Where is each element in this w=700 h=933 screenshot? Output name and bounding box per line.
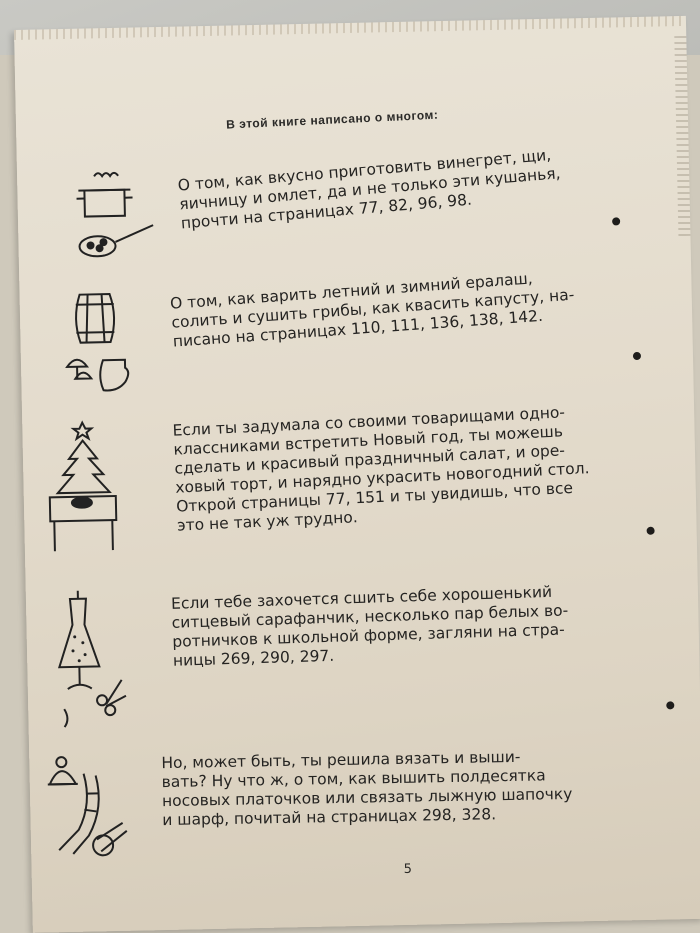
knitting-icon [39, 753, 131, 865]
section-sewing-text: Если тебе захочется сшить себе хорошенький ситцевый сарафанчик, несколько пар белых во- ротничков к школьной форме, загляни на стра- ницы 269, 290, 297. [170, 582, 569, 670]
barrel-mushroom-icon [61, 285, 143, 397]
section-cooking-text: О том, как вкусно приготовить винегрет, щи, яичницу и омлет, да и не только эти кушанья, прочти на страницах 77, 82, 96, 98. [177, 145, 562, 233]
section-bullet [612, 217, 620, 225]
dress-mannequin-icon [48, 588, 131, 730]
section-bullet [633, 352, 641, 360]
page-number: 5 [403, 861, 413, 878]
section-knitting-text: Но, может быть, ты решила вязать и выши- вать? Ну что ж, о том, как вышить полдесятка носовых платочков или связать лыжную шапочку и шарф, почитай на страницах 298, 328. [161, 747, 573, 830]
cookware-icon [72, 167, 164, 269]
page-heading: В этой книге написано о многом: [225, 107, 439, 132]
section-preserving-text: О том, как варить летний и зимний ералаш, солить и сушить грибы, как квасить капусту, на- писано на страницах 110, 111, 136, 138, 142. [169, 269, 575, 351]
section-bullet [666, 701, 674, 709]
section-bullet [647, 527, 655, 535]
christmas-tree-icon [42, 418, 125, 560]
book-page [14, 16, 700, 933]
section-new-year-text: Если ты задумала со своими товарищами одно- классниками встретить Новый год, ты можешь сделать и красивый праздничный салат, и оре- ховый торт, и нарядно украсить новогодний стол. Открой страницы 77, 151 и ты увидишь, что все это не так уж трудно. [172, 403, 590, 535]
